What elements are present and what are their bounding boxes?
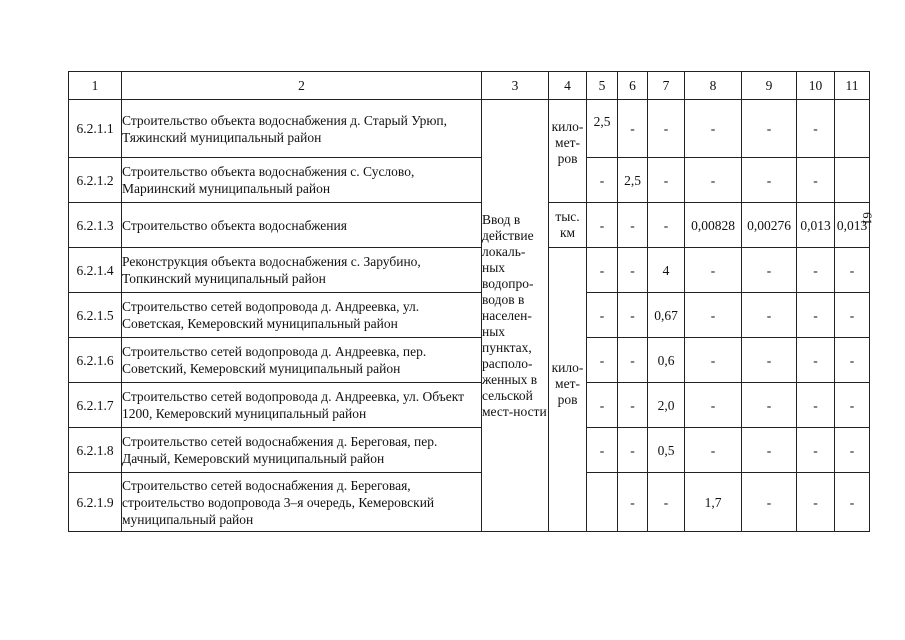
table-row [69,428,870,473]
value-cell: 0,00276 [742,203,797,248]
header-cell: 2 [122,72,482,100]
unit-cell: кило-мет-ров [549,100,587,203]
value-cell [835,158,870,203]
value-cell: 0,5 [648,428,685,473]
row-code: 6.2.1.8 [69,428,122,473]
value-cell: 1,7 [685,473,742,532]
value-cell: - [685,338,742,383]
table-row [69,473,870,532]
row-name: Строительство сетей водоснабжения д. Береговая, строительство водопровода 3–я очередь, Кемеровский муниципальный район [122,473,482,532]
header-cell: 11 [835,72,870,100]
value-cell: - [648,473,685,532]
row-code: 6.2.1.1 [69,100,122,158]
value-cell: - [835,338,870,383]
value-cell: - [685,428,742,473]
header-cell: 4 [549,72,587,100]
value-cell: - [685,158,742,203]
header-cell: 10 [797,72,835,100]
value-cell: - [648,203,685,248]
row-code: 6.2.1.2 [69,158,122,203]
value-cell: - [587,248,618,293]
value-cell: 2,0 [648,383,685,428]
row-name: Строительство объекта водоснабжения д. Старый Урюп, Тяжинский муниципальный район [122,100,482,158]
value-cell: - [685,383,742,428]
table-row [69,248,870,293]
row-name: Строительство объекта водоснабжения с. Суслово, Мариинский муниципальный район [122,158,482,203]
value-cell: - [618,473,648,532]
header-cell: 3 [482,72,549,100]
header-cell: 1 [69,72,122,100]
row-code: 6.2.1.4 [69,248,122,293]
value-cell: - [797,473,835,532]
value-cell: - [587,158,618,203]
value-cell: - [835,428,870,473]
value-cell: - [835,473,870,532]
value-cell: - [618,338,648,383]
value-cell: - [685,293,742,338]
header-cell: 9 [742,72,797,100]
value-cell: - [587,428,618,473]
header-cell: 8 [685,72,742,100]
row-name: Строительство сетей водопровода д. Андреевка, ул. Объект 1200, Кемеровский муниципальный район [122,383,482,428]
value-cell: - [742,383,797,428]
value-cell: 0,00828 [685,203,742,248]
table-row [69,100,870,158]
value-cell: - [742,100,797,158]
value-cell: - [742,473,797,532]
value-cell: - [618,248,648,293]
value-cell: - [797,293,835,338]
value-cell: - [797,383,835,428]
value-cell: 0,013 [835,203,870,248]
unit-cell: кило-мет-ров [549,248,587,532]
value-cell: - [797,428,835,473]
row-name: Строительство сетей водоснабжения д. Береговая, пер. Дачный, Кемеровский муниципальный район [122,428,482,473]
row-code: 6.2.1.9 [69,473,122,532]
value-cell: - [742,248,797,293]
table-row [69,338,870,383]
header-cell: 7 [648,72,685,100]
value-cell: - [742,428,797,473]
value-cell: 2,5 [618,158,648,203]
header-row [69,72,870,100]
row-code: 6.2.1.7 [69,383,122,428]
value-cell: 4 [648,248,685,293]
value-cell: - [742,293,797,338]
value-cell: - [618,383,648,428]
value-cell: 0,67 [648,293,685,338]
row-name: Строительство сетей водопровода д. Андреевка, ул. Советская, Кемеровский муниципальный район [122,293,482,338]
table-row [69,158,870,203]
header-cell: 6 [618,72,648,100]
value-cell: - [797,338,835,383]
value-cell: - [835,248,870,293]
value-cell: - [685,100,742,158]
table-row [69,293,870,338]
unit-cell-empty [587,473,618,532]
purpose-cell: Ввод в действие локаль-ных водопро-водов в населен-ных пунктах, располо-женных в сельской мест-ности [482,100,549,532]
row-name: Реконструкция объекта водоснабжения с. Зарубино, Топкинский муниципальный район [122,248,482,293]
value-cell: - [587,338,618,383]
value-cell: - [797,248,835,293]
value-cell: 2,5 [587,100,618,158]
value-cell: 0,6 [648,338,685,383]
value-cell: 0,013 [797,203,835,248]
value-cell: - [835,383,870,428]
value-cell: - [587,383,618,428]
row-code: 6.2.1.3 [69,203,122,248]
value-cell: - [648,158,685,203]
header-cell: 5 [587,72,618,100]
table-row [69,203,870,248]
row-name: Строительство объекта водоснабжения [122,203,482,248]
value-cell: - [618,293,648,338]
value-cell: - [685,248,742,293]
row-code: 6.2.1.5 [69,293,122,338]
value-cell: - [835,293,870,338]
value-cell: - [648,100,685,158]
program-table [68,71,870,532]
row-name: Строительство сетей водопровода д. Андреевка, пер. Советский, Кемеровский муниципальный район [122,338,482,383]
table-row [69,383,870,428]
value-cell: - [742,338,797,383]
value-cell: - [618,100,648,158]
value-cell: - [587,293,618,338]
unit-cell: тыс. км [549,203,587,248]
page-number: 61 [860,212,875,225]
value-cell: - [618,428,648,473]
value-cell: - [797,100,835,158]
value-cell [835,100,870,158]
value-cell: - [618,203,648,248]
value-cell: - [742,158,797,203]
value-cell: - [587,203,618,248]
row-code: 6.2.1.6 [69,338,122,383]
value-cell: - [797,158,835,203]
